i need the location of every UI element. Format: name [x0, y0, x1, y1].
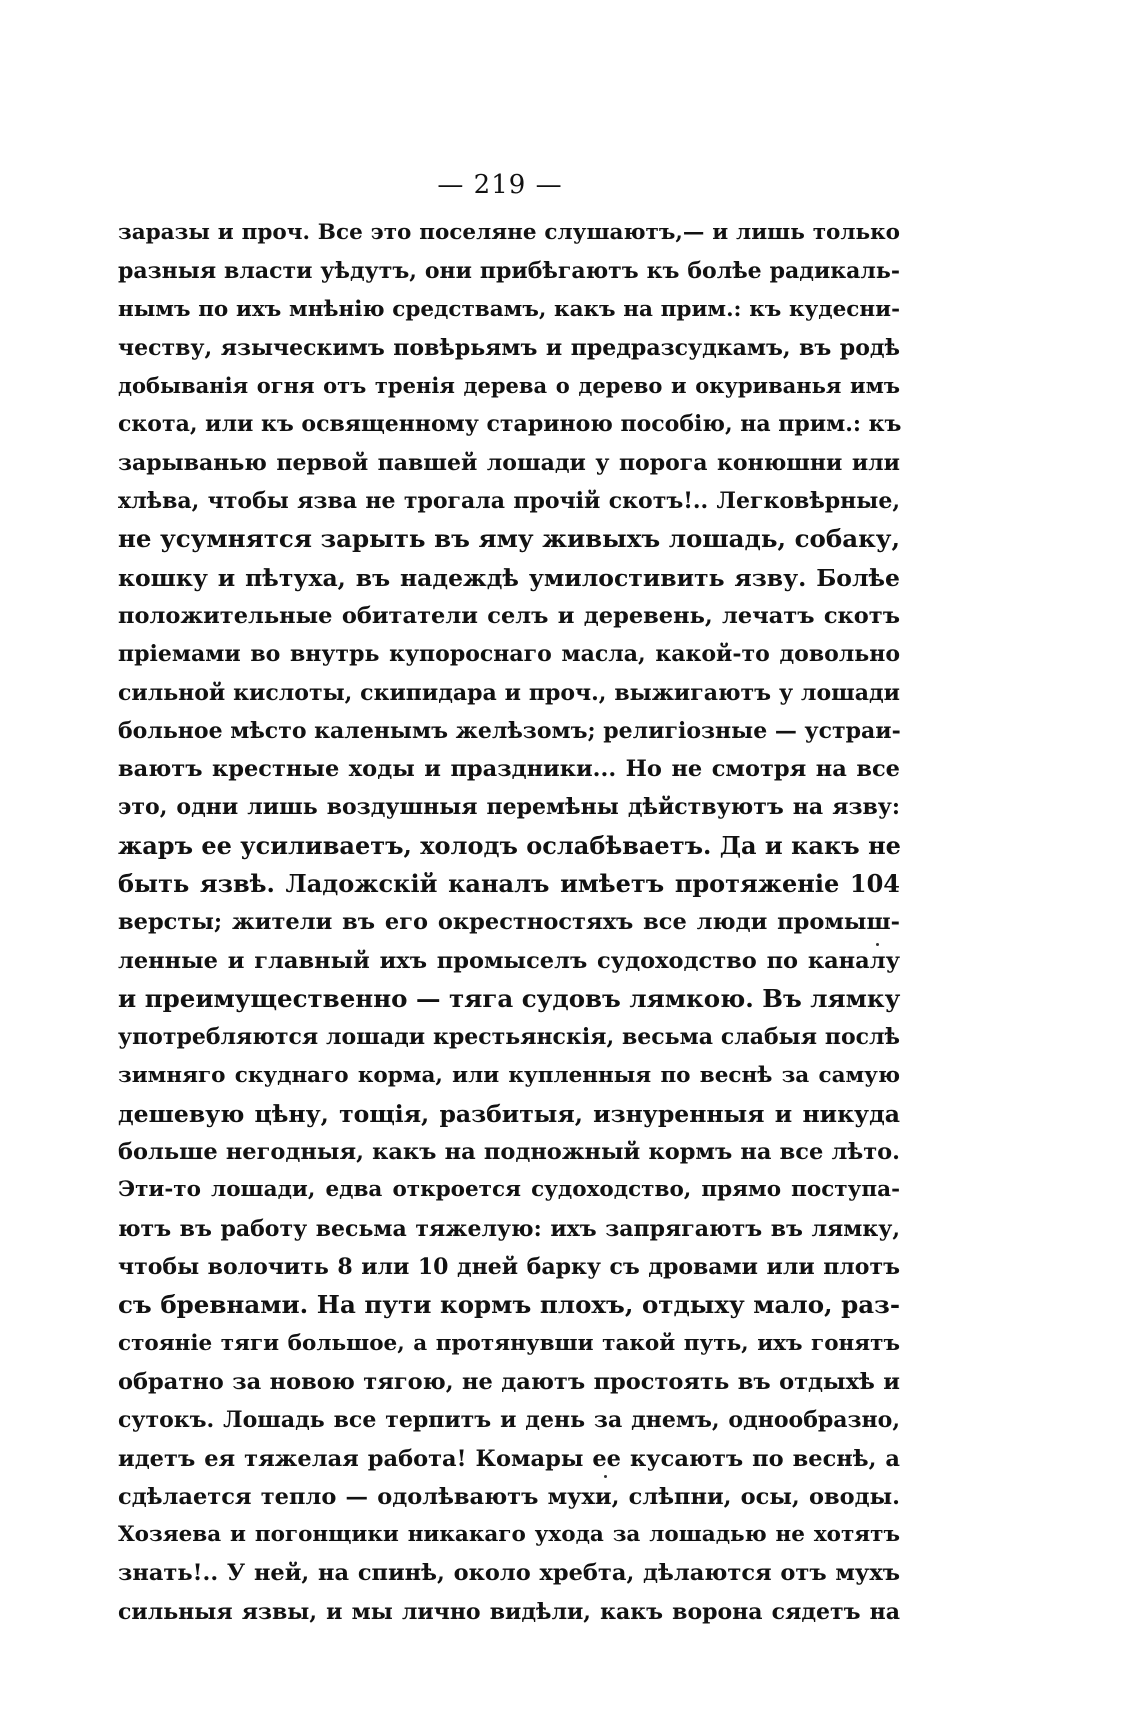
- text-line: положительные обитатели селъ и деревень, лечатъ скотъ: [118, 602, 900, 629]
- text-line: версты; жители въ его окрестностяхъ все люди промыш-: [118, 909, 900, 936]
- text-line: зарыванью первой павшей лошади у порога конюшни или: [118, 449, 900, 476]
- print-speck: [604, 1475, 607, 1478]
- text-line: быть язвѣ. Ладожскій каналъ имѣетъ протяженіе 104: [118, 869, 900, 899]
- text-line: чтобы волочить 8 или 10 дней барку съ дровами или плотъ: [118, 1254, 900, 1281]
- text-line: идетъ ея тяжелая работа! Комары ее кусаютъ по веснѣ, а: [118, 1445, 900, 1472]
- text-line: ленные и главный ихъ промыселъ судоходство по каналу: [118, 947, 900, 974]
- text-line: нымъ по ихъ мнѣнію средствамъ, какъ на прим.: къ кудесни-: [118, 296, 900, 322]
- text-line: больное мѣсто каленымъ желѣзомъ; религіозные — устраи-: [118, 717, 901, 744]
- text-line: стояніе тяги большое, а протянувши такой путь, ихъ гонятъ: [118, 1330, 900, 1356]
- print-speck: [876, 943, 879, 946]
- text-line: Эти-то лошади, едва откроется судоходство, прямо поступа-: [118, 1177, 900, 1203]
- text-line: сутокъ. Лошадь все терпитъ и день за днемъ, однообразно,: [118, 1407, 900, 1434]
- text-line: заразы и проч. Все это поселяне слушаютъ,— и лишь только: [118, 220, 900, 245]
- text-line: пріемами во внутрь купороснаго масла, какой-то довольно: [118, 641, 900, 668]
- text-line: не усумнятся зарыть въ яму живыхъ лошадь, собаку,: [118, 524, 900, 554]
- page-number: — 219 —: [437, 170, 563, 200]
- text-line: кошку и пѣтуха, въ надеждѣ умилостивить язву. Болѣе: [118, 563, 900, 592]
- text-line: разныя власти уѣдутъ, они прибѣгаютъ къ болѣе радикаль-: [118, 258, 900, 285]
- text-line: обратно за новою тягою, не даютъ простоять въ отдыхѣ и: [118, 1368, 900, 1395]
- text-line: знать!.. У ней, на спинѣ, около хребта, дѣлаются отъ мухъ: [118, 1560, 900, 1587]
- text-line: зимняго скуднаго корма, или купленныя по веснѣ за самую: [118, 1062, 900, 1088]
- text-line: Хозяева и погонщики никакаго ухода за лошадью не хотятъ: [118, 1522, 900, 1548]
- text-line: ютъ въ работу весьма тяжелую: ихъ запрягаютъ въ лямку,: [118, 1215, 900, 1242]
- body-text: [118, 214, 900, 1631]
- text-line: сдѣлается тепло — одолѣваютъ мухи, слѣпни, осы, оводы.: [118, 1483, 900, 1510]
- text-line: хлѣва, чтобы язва не трогала прочій скотъ!.. Легковѣрные,: [118, 488, 900, 515]
- text-line: сильной кислоты, скипидара и проч., выжигаютъ у лошади: [118, 679, 900, 706]
- text-line: скота, или къ освященному стариною пособію, на прим.: къ: [118, 411, 902, 438]
- text-line: ваютъ крестные ходы и праздники... Но не смотря на все: [118, 756, 900, 783]
- text-line: жаръ ее усиливаетъ, холодъ ослабѣваетъ. Да и какъ не: [118, 830, 901, 860]
- text-line: больше негодныя, какъ на подножный кормъ на все лѣто.: [118, 1139, 900, 1166]
- text-line: съ бревнами. На пути кормъ плохъ, отдыху мало, раз-: [118, 1290, 900, 1320]
- text-line: это, одни лишь воздушныя перемѣны дѣйствуютъ на язву:: [118, 794, 900, 821]
- text-line: и преимущественно — тяга судовъ лямкою. Въ лямку: [118, 983, 901, 1013]
- text-line: добыванія огня отъ тренія дерева о дерево и окуриванья имъ: [118, 373, 900, 399]
- text-line: употребляются лошади крестьянскія, весьма слабыя послѣ: [118, 1024, 900, 1051]
- text-line: дешевую цѣну, тощія, разбитыя, изнуренныя и никуда: [118, 1099, 900, 1128]
- text-line: сильныя язвы, и мы лично видѣли, какъ ворона сядетъ на: [118, 1598, 900, 1625]
- text-line: честву, языческимъ повѣрьямъ и предразсудкамъ, въ родѣ: [118, 334, 900, 361]
